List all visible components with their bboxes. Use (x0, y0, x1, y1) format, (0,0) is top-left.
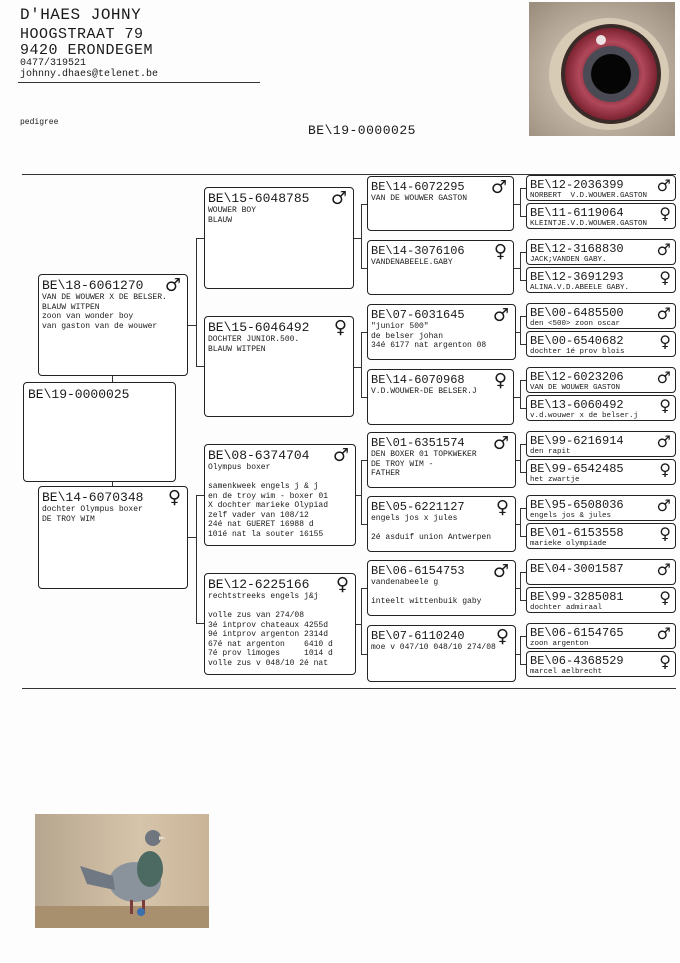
connector-line (361, 588, 362, 654)
pigeon-info: marieke olympiade (530, 540, 607, 548)
gen3-box[interactable] (367, 176, 514, 231)
male-icon: ♂ (164, 275, 181, 296)
female-icon: ♀ (335, 574, 349, 595)
female-icon: ♀ (493, 370, 507, 391)
pigeon-info: VANDENABEELE.GABY (371, 258, 453, 267)
pigeon-info: VAN DE WOUWER GASTON (530, 384, 621, 392)
subject-ring: BE\19-0000025 (28, 387, 130, 402)
pigeon-info: dochter admiraal (530, 604, 603, 612)
connector-line (188, 325, 196, 326)
ring-number: BE\12-6023206 (530, 370, 624, 384)
pigeon-info: v.d.wouwer x de belser.j (530, 412, 639, 420)
connector-line (520, 444, 521, 472)
male-icon: ♂ (492, 561, 509, 582)
gen3-box[interactable] (367, 560, 516, 616)
pigeon-info: KLEINTJE.V.D.WOUWER.GASTON (530, 220, 648, 228)
female-icon: ♀ (333, 317, 347, 338)
owner-email[interactable]: johnny.dhaes@telenet.be (20, 69, 159, 80)
connector-line (196, 238, 204, 239)
pigeon-info: den rapit (530, 448, 571, 456)
male-icon: ♂ (656, 496, 671, 515)
gen3-box[interactable] (367, 496, 516, 552)
ring-number: BE\01-6153558 (530, 526, 624, 540)
gen4-box[interactable] (526, 367, 676, 393)
female-icon: ♀ (659, 396, 671, 415)
gen4-box[interactable] (526, 239, 676, 265)
ring-number: BE\00-6485500 (530, 306, 624, 320)
gen4-box[interactable] (526, 459, 676, 485)
pigeon-info: vandenabeele g inteelt wittenbuik gaby (371, 578, 482, 606)
connector-line (196, 366, 204, 367)
gen4-box[interactable] (526, 587, 676, 613)
pigeon-info: dochter 1é prov blois (530, 348, 625, 356)
gen4-box[interactable] (526, 395, 676, 421)
male-icon: ♂ (656, 176, 671, 195)
ring-number: BE\12-3168830 (530, 242, 624, 256)
ring-number: BE\14-6072295 (371, 180, 465, 194)
connector-line (361, 204, 362, 268)
ring-number: BE\05-6221127 (371, 500, 465, 514)
ring-number: BE\04-3001587 (530, 562, 624, 576)
bottom-rule (22, 688, 676, 689)
pigeon-info: V.D.WOUWER-DE BELSER.J (371, 387, 477, 396)
pigeon-info: "junior 500" de belser johan 34é 6177 nat argenton 08 (371, 322, 487, 350)
pigeon-info: den <500> zoon oscar (530, 320, 621, 328)
ring-number: BE\99-6542485 (530, 462, 624, 476)
female-icon: ♀ (167, 487, 181, 508)
gen4-box[interactable] (526, 267, 676, 293)
gen2-box[interactable] (204, 444, 356, 546)
connector-line (520, 380, 521, 408)
gen2-box[interactable] (204, 573, 356, 675)
male-icon: ♂ (656, 240, 671, 259)
connector-line (520, 188, 521, 216)
connector-line (520, 508, 521, 536)
eye-photo (529, 2, 675, 136)
owner-city: 9420 ERONDEGEM (20, 42, 154, 59)
pigeon-info: NORBERT V.D.WOUWER.GASTON (530, 192, 648, 200)
ring-number: BE\01-6351574 (371, 436, 465, 450)
gen4-box[interactable] (526, 303, 676, 329)
connector-line (361, 460, 362, 524)
owner-street: HOOGSTRAAT 79 (20, 26, 144, 43)
connector-line (361, 332, 362, 397)
ring-number: BE\06-6154765 (530, 626, 624, 640)
pigeon-photo (35, 814, 209, 928)
gen3-box[interactable] (367, 304, 516, 360)
ring-number: BE\15-6048785 (208, 191, 310, 206)
connector-line (520, 636, 521, 664)
male-icon: ♂ (330, 188, 347, 209)
gen4-box[interactable] (526, 523, 676, 549)
ring-number: BE\08-6374704 (208, 448, 310, 463)
ring-number: BE\07-6110240 (371, 629, 465, 643)
female-icon: ♀ (659, 204, 671, 223)
ring-number: BE\12-2036399 (530, 178, 624, 192)
female-icon: ♀ (659, 268, 671, 287)
ring-number: BE\00-6540682 (530, 334, 624, 348)
pigeon-info: VAN DE WOUWER X DE BELSER. BLAUW WITPEN zoon van wonder boy van gaston van de wouwer (42, 293, 167, 331)
male-icon: ♂ (332, 445, 349, 466)
male-icon: ♂ (492, 433, 509, 454)
male-icon: ♂ (656, 624, 671, 643)
male-icon: ♂ (492, 305, 509, 326)
connector-line (196, 495, 197, 623)
pigeon-info: Olympus boxer samenkweek engels j & j en de troy wim - boxer 01 X dochter marieke Olypiad zelf vader van 108/12 24é nat GUERET 16988 d 101é nat la souter 16155 (208, 463, 329, 539)
pigeon-info: dochter Olympus boxer DE TROY WIM (42, 505, 143, 524)
gen2-box[interactable] (204, 316, 354, 417)
ring-number: BE\95-6508036 (530, 498, 624, 512)
ring-number: BE\14-3076106 (371, 244, 465, 258)
ring-number: BE\12-3691293 (530, 270, 624, 284)
ring-number: BE\99-6216914 (530, 434, 624, 448)
gen3-box[interactable] (367, 240, 514, 295)
doc-title-ring: BE\19-0000025 (308, 123, 416, 138)
gen1-box[interactable] (38, 274, 188, 376)
connector-line (520, 252, 521, 280)
pigeon-info: DEN BOXER 01 TOPKWEKER DE TROY WIM - FATHER (371, 450, 477, 478)
pigeon-info: DOCHTER JUNIOR.500. BLAUW WITPEN (208, 335, 300, 354)
gen4-box[interactable] (526, 623, 676, 649)
ring-number: BE\12-6225166 (208, 577, 310, 592)
pigeon-info: marcel aelbrecht (530, 668, 603, 676)
ring-number: BE\13-6060492 (530, 398, 624, 412)
owner-name: D'HAES JOHNY (20, 6, 142, 24)
gen4-box[interactable] (526, 651, 676, 677)
pigeon-info: engels jos x jules 2é asduif union Antwerpen (371, 514, 492, 542)
gen4-box[interactable] (526, 559, 676, 585)
connector-line (354, 367, 361, 368)
pigeon-info: rechtstreeks engels j&j volle zus van 274/08 3é intprov chateaux 4255d 9é intprov argenton 2314d 67é nat argenton 6410 d 7é prov limoges 1014 d volle zus v 048/10 2é nat (208, 592, 333, 668)
gen3-box[interactable] (367, 369, 514, 425)
gen4-box[interactable] (526, 331, 676, 357)
female-icon: ♀ (659, 588, 671, 607)
connector-line (520, 316, 521, 344)
pigeon-info: het zwartje (530, 476, 580, 484)
gen2-box[interactable] (204, 187, 354, 289)
ring-number: BE\15-6046492 (208, 320, 310, 335)
doc-label: pedigree (20, 118, 59, 127)
ring-number: BE\14-6070968 (371, 373, 465, 387)
pigeon-info: VAN DE WOUWER GASTON (371, 194, 468, 203)
female-icon: ♀ (495, 497, 509, 518)
ring-number: BE\06-4368529 (530, 654, 624, 668)
female-icon: ♀ (659, 460, 671, 479)
female-icon: ♀ (659, 332, 671, 351)
gen3-box[interactable] (367, 432, 516, 488)
ring-number: BE\06-6154753 (371, 564, 465, 578)
pigeon-info: JACK;VANDEN GABY. (530, 256, 607, 264)
connector-line (196, 238, 197, 366)
connector-line (520, 572, 521, 600)
gen4-box[interactable] (526, 495, 676, 521)
connector-line (196, 495, 204, 496)
owner-phone: 0477/319521 (20, 58, 87, 69)
female-icon: ♀ (493, 241, 507, 262)
female-icon: ♀ (659, 524, 671, 543)
ring-number: BE\99-3285081 (530, 590, 624, 604)
male-icon: ♂ (656, 304, 671, 323)
male-icon: ♂ (656, 368, 671, 387)
gen4-box[interactable] (526, 203, 676, 229)
gen4-box[interactable] (526, 431, 676, 457)
female-icon: ♀ (659, 652, 671, 671)
ring-number: BE\14-6070348 (42, 490, 144, 505)
gen3-box[interactable] (367, 625, 516, 682)
pigeon-info: ALINA.V.D.ABEELE GABY. (530, 284, 630, 292)
pigeon-info: moe v 047/10 048/10 274/08 (371, 643, 496, 652)
male-icon: ♂ (656, 560, 671, 579)
pigeon-info: zoon argenton (530, 640, 589, 648)
pigeon-info: WOUWER BOY BLAUW (208, 206, 257, 225)
gen1-box[interactable] (38, 486, 188, 589)
connector-line (354, 238, 361, 239)
ring-number: BE\07-6031645 (371, 308, 465, 322)
ring-number: BE\11-6119064 (530, 206, 624, 220)
connector-line (188, 537, 196, 538)
header-underline (18, 82, 260, 83)
connector-line (196, 623, 204, 624)
pigeon-info: engels jos & jules (530, 512, 612, 520)
male-icon: ♂ (656, 432, 671, 451)
subject-box[interactable] (23, 382, 176, 482)
ring-number: BE\18-6061270 (42, 278, 144, 293)
male-icon: ♂ (490, 177, 507, 198)
gen4-box[interactable] (526, 175, 676, 201)
female-icon: ♀ (495, 626, 509, 647)
